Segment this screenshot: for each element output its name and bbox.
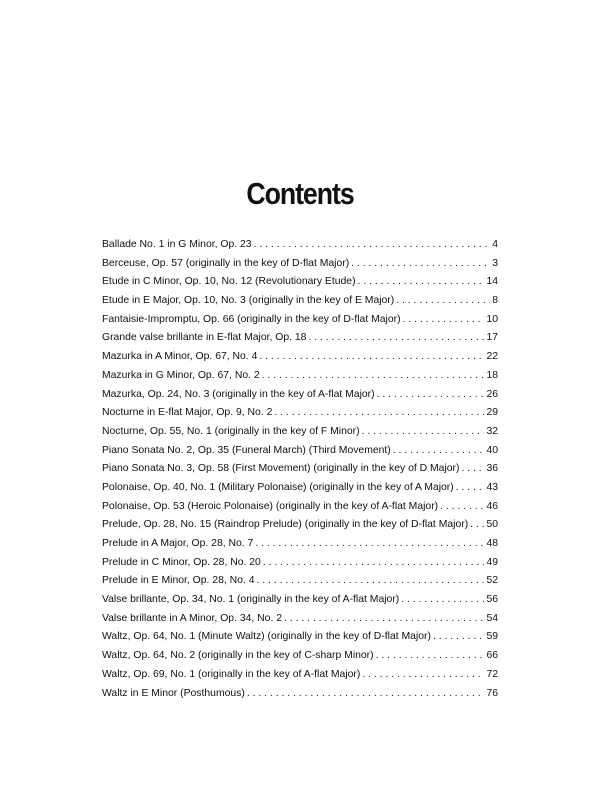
toc-entry-title: Nocturne in E-flat Major, Op. 9, No. 2 [102,407,273,419]
toc-entry-title: Prelude in E Minor, Op. 28, No. 4 [102,575,255,587]
toc-entry [102,442,498,461]
dot-leader [308,329,484,348]
toc-entry [102,348,498,367]
dot-leader [470,516,484,535]
toc-entry [102,292,498,311]
toc-entry [102,498,498,517]
dot-leader [358,273,485,292]
toc-entry-title: Nocturne, Op. 55, No. 1 (originally in the key of F Minor) [102,425,360,437]
toc-entry-page-number: 32 [486,425,498,437]
toc-entry-title: Waltz, Op. 69, No. 1 (originally in the key of A-flat Major) [102,668,361,680]
toc-entry [102,255,498,274]
dot-leader [259,348,484,367]
dot-leader [256,572,484,591]
toc-entry [102,628,498,647]
toc-entry-title: Mazurka in G Minor, Op. 67, No. 2 [102,369,260,381]
toc-entry-title: Valse brillante, Op. 34, No. 1 (originally in the key of A-flat Major) [102,594,400,606]
page-title: Contents [246,176,354,211]
toc-entry [102,273,498,292]
toc-entry-page-number: 10 [486,313,498,325]
toc-entry-title: Ballade No. 1 in G Minor, Op. 23 [102,239,252,250]
toc-entry-title: Grande valse brillante in E-flat Major, Op. 18 [102,332,307,344]
toc-entry-title: Etude in E Major, Op. 10, No. 3 (originally in the key of E Major) [102,295,395,307]
dot-leader [396,292,490,311]
toc-entry [102,236,498,255]
toc-entry-title: Waltz, Op. 64, No. 2 (originally in the key of C-sharp Minor) [102,650,374,662]
toc-entry-title: Fantaisie-Impromptu, Op. 66 (originally in the key of D-flat Major) [102,313,401,325]
toc-entry-title: Waltz, Op. 64, No. 1 (Minute Waltz) (originally in the key of D-flat Major) [102,631,431,643]
toc-entry-title: Berceuse, Op. 57 (originally in the key of D-flat Major) [102,257,350,269]
toc-entry-title: Piano Sonata No. 2, Op. 35 (Funeral March) (Third Movement) [102,444,391,456]
toc-entry-title: Polonaise, Op. 53 (Heroic Polonaise) (originally in the key of A-flat Major) [102,500,439,512]
toc-entry [102,460,498,479]
toc-entry-title: Piano Sonata No. 3, Op. 58 (First Movement) (originally in the key of D Major) [102,463,460,475]
toc-entry [102,516,498,535]
dot-leader [247,685,485,704]
toc-entry [102,685,498,704]
toc-entry-page-number: 56 [486,594,498,606]
dot-leader [351,255,490,274]
toc-entry-page-number: 18 [486,369,498,381]
toc-entry-page-number: 54 [486,612,498,624]
toc-entry [102,404,498,423]
toc-entry [102,666,498,685]
toc-entry-page-number: 48 [486,538,498,549]
dot-leader [376,647,485,666]
dot-leader [433,628,484,647]
dot-leader [461,460,484,479]
toc-entry [102,311,498,330]
dot-leader [262,367,485,386]
toc-entry-title: Prelude, Op. 28, No. 15 (Raindrop Prelude) (originally in the key of D-flat Major) [102,519,469,531]
toc-entry-page-number: 22 [486,351,498,363]
toc-entry [102,386,498,405]
toc-entry-title: Polonaise, Op. 40, No. 1 (Military Polonaise) (originally in the key of A Major) [102,481,454,493]
toc-entry-page-number: 52 [486,575,498,587]
toc-entry-page-number: 66 [486,650,498,662]
dot-leader [403,311,485,330]
dot-leader [393,442,485,461]
dot-leader [377,386,485,405]
toc-entry [102,591,498,610]
toc-entry [102,554,498,573]
toc-entry [102,423,498,442]
toc-entry-page-number: 46 [486,500,498,512]
toc-entry [102,479,498,498]
toc-entry-page-number: 72 [486,668,498,680]
toc-entry-page-number: 59 [486,631,498,643]
toc-entry [102,572,498,591]
dot-leader [440,498,484,517]
toc-entry-page-number: 4 [492,239,498,250]
toc-entry-title: Etude in C Minor, Op. 10, No. 12 (Revolutionary Etude) [102,276,356,288]
toc-entry-page-number: 17 [486,332,498,344]
dot-leader [362,423,485,442]
toc-entry-page-number: 40 [486,444,498,456]
toc-entry [102,367,498,386]
dot-leader [254,236,491,255]
toc-entry-page-number: 50 [486,519,498,531]
toc-entry-page-number: 14 [486,276,498,288]
toc-entry-page-number: 26 [486,388,498,400]
toc-entry-title: Valse brillante in A Minor, Op. 34, No. 2 [102,612,283,624]
toc-entry-title: Mazurka in A Minor, Op. 67, No. 4 [102,351,258,363]
dot-leader [263,554,485,573]
dot-leader [401,591,484,610]
toc-entry-page-number: 43 [486,481,498,493]
toc-entry-page-number: 36 [486,463,498,475]
dot-leader [284,610,484,629]
toc-entry-page-number: 49 [486,556,498,568]
dot-leader [255,535,484,554]
toc-entry-title: Prelude in A Major, Op. 28, No. 7 [102,538,254,549]
dot-leader [274,404,484,423]
dot-leader [456,479,485,498]
table-of-contents [102,236,498,703]
toc-entry-page-number: 8 [492,295,498,307]
toc-entry-title: Prelude in C Minor, Op. 28, No. 20 [102,556,261,568]
dot-leader [362,666,484,685]
toc-entry-page-number: 3 [492,257,498,269]
toc-entry-title: Mazurka, Op. 24, No. 3 (originally in the key of A-flat Major) [102,388,375,400]
toc-entry [102,329,498,348]
toc-entry-title: Waltz in E Minor (Posthumous) [102,687,245,699]
toc-entry-page-number: 76 [486,687,498,699]
toc-entry [102,535,498,554]
toc-entry-page-number: 29 [486,407,498,419]
toc-entry [102,647,498,666]
toc-entry [102,610,498,629]
